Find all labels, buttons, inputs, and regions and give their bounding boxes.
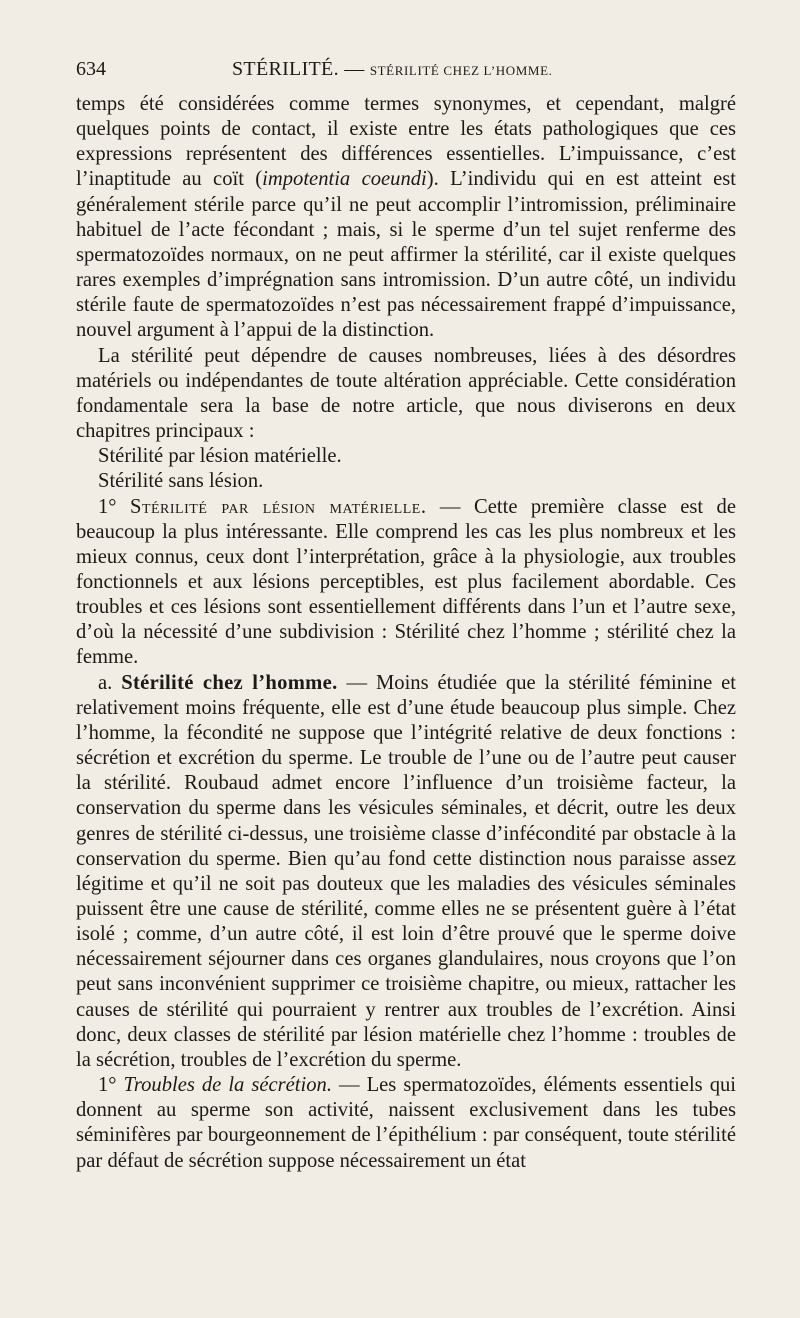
text-run: — Les spermatozoïdes, éléments essentiels qui donnent au sperme son activité, naissent exclusivement dans les tubes séminifères par bourgeonnement de l’épithélium : par conséquent, toute stérilité par défaut de sécrétion suppose nécessairement un état xyxy=(76,1074,737,1172)
text-run: Stérilité chez l’homme. xyxy=(121,671,338,694)
title-separator: — xyxy=(344,58,365,80)
paragraph xyxy=(76,671,736,1074)
section-title: STÉRILITÉ CHEZ L’HOMME. xyxy=(369,63,553,78)
text-run: Troubles de la sécrétion. xyxy=(123,1074,332,1097)
chapter-title: STÉRILITÉ. xyxy=(232,58,339,80)
running-head xyxy=(76,58,736,88)
text-run: 1° xyxy=(98,1074,124,1097)
running-title xyxy=(232,58,552,81)
text-run: a. xyxy=(98,671,122,694)
paragraph xyxy=(76,469,736,494)
body-text xyxy=(76,92,736,1174)
text-run: — Cette première classe est de beaucoup la plus intéressante. Elle comprend les cas les plus nombreux et les mieux connus, ceux dont l’interprétation, grâce à la physiologie, aux troubles fonctionnels et aux lésions perceptibles, est plus facilement abordable. Ces troubles et ces lésions sont essentiellement différents dans l’un et l’autre sexe, d’où la nécessité d’une subdivision : Stérilité chez l’homme ; stérilité chez la femme. xyxy=(76,495,736,669)
paragraph xyxy=(76,344,736,445)
text-run: La stérilité peut dépendre de causes nombreuses, liées à des désordres matériels ou indépendantes de toute altération appréciable. Cette considération fondamentale sera la base de notre article, que nous diviserons en deux chapitres principaux : xyxy=(76,344,736,443)
text-run: Stérilité par lésion matérielle. xyxy=(130,495,427,518)
text-run: Stérilité sans lésion. xyxy=(98,470,264,493)
paragraph xyxy=(76,495,736,671)
text-run: 1° xyxy=(98,495,130,518)
page-number: 634 xyxy=(76,58,106,80)
text-run: — Moins étudiée que la stérilité féminine et relativement moins fréquente, elle est d’une étude beaucoup plus simple. Chez l’homme, la fécondité ne suppose que l’intégrité relative de deux fonctions : sécrétion et excrétion du sperme. Le trouble de l’une ou de l’autre peut causer la stérilité. Roubaud admet encore l’influence d’un troisième facteur, la conservation du sperme dans les vésicules séminales, et décrit, outre les deux genres de stérilité ci-dessus, une troisième classe d’infécondité par obstacle à la conservation du sperme. Bien qu’au fond cette distinction nous paraisse assez légitime et qu’il ne soit pas douteux que les maladies des vésicules séminales puissent être une cause de stérilité, comme elles ne se présentent guère à l’état isolé ; comme, d’un autre côté, il est loin d’être prouvé que le sperme doive nécessairement séjourner dans ces organes glandulaires, nous croyons que l’on peut sans inconvénient supprimer ce troisième chapitre, ou mieux, rattacher les causes de stérilité qui pourraient y rentrer aux troubles de l’excrétion. Ainsi donc, deux classes de stérilité par lésion matérielle chez l’homme : troubles de la sécrétion, troubles de l’excrétion du sperme. xyxy=(76,671,737,1071)
text-run: temps été considérées comme termes synonymes, et cependant, malgré quelques points de contact, il existe entre les états pathologiques que ces expressions représentent des différences essentielles. L’impuissance, c’est l’inaptitude au coït ( xyxy=(76,93,736,191)
paragraph xyxy=(76,444,736,469)
text-run: Stérilité par lésion matérielle. xyxy=(98,445,342,468)
paragraph xyxy=(76,1073,736,1174)
text-run: ). L’individu qui en est atteint est généralement stérile parce qu’il ne peut accomplir l’intromission, préliminaire habituel de l’acte fécondant ; mais, si le sperme d’un tel sujet renferme des spermatozoïdes normaux, on ne peut affirmer la stérilité, car il existe quelques rares exemples d’imprégnation sans intromission. D’un autre côté, un individu stérile faute de spermatozoïdes n’est pas nécessairement frappé d’impuissance, nouvel argument à l’appui de la distinction. xyxy=(76,168,736,342)
text-run: impotentia coeundi xyxy=(262,168,427,191)
paragraph xyxy=(76,92,736,344)
